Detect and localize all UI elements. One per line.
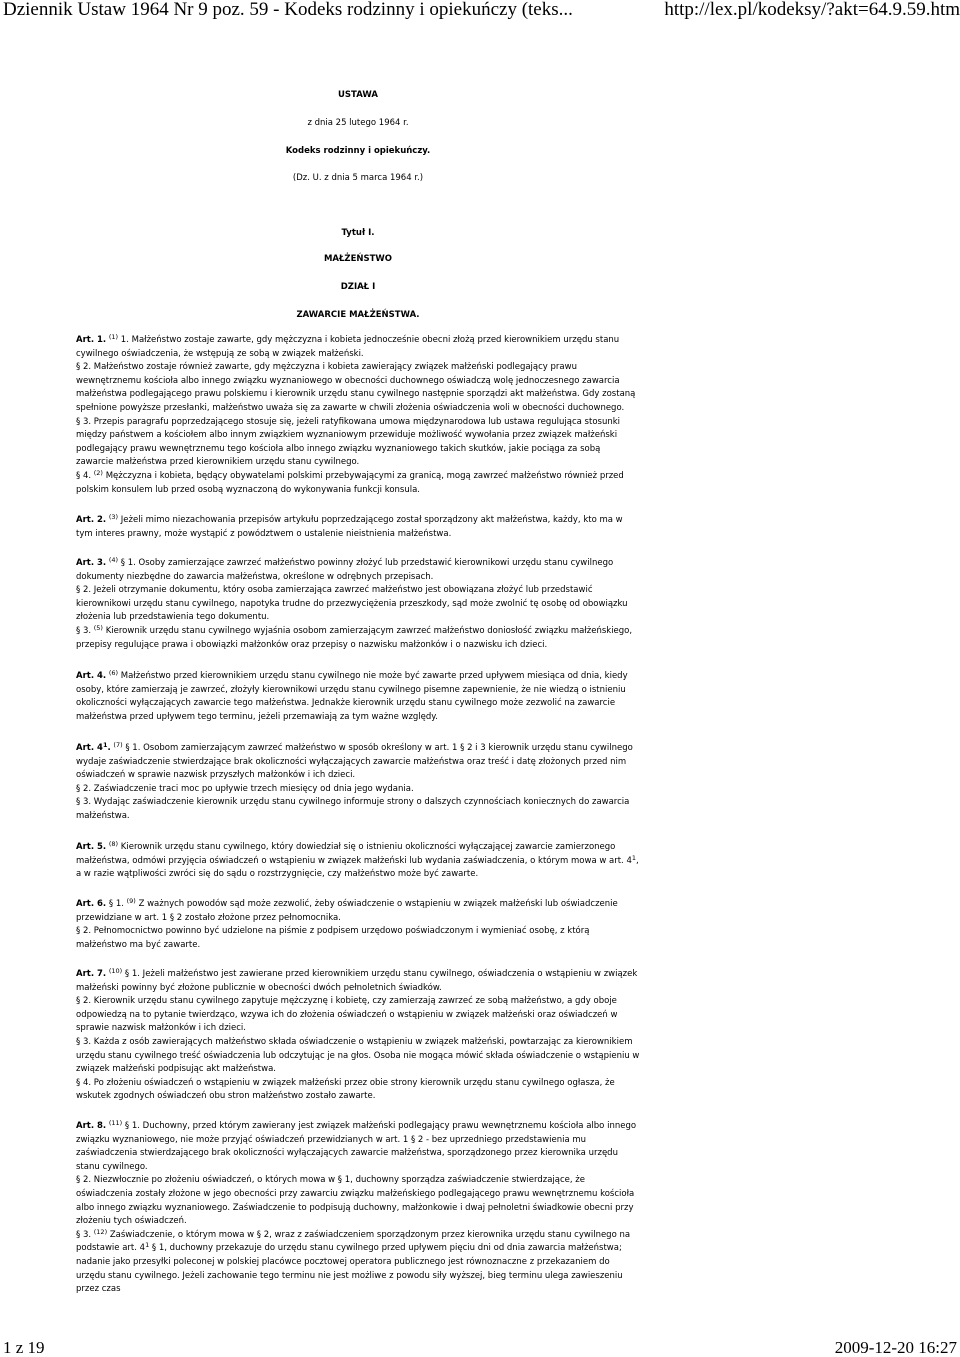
- article-label: Art. 6.: [76, 899, 107, 909]
- article-1: [76, 334, 640, 497]
- footnote-ref[interactable]: (11): [108, 1119, 123, 1127]
- paragraph-text: Mężczyzna i kobieta, będący obywatelami polskimi przebywającymi za granicą, mogą zawrzeć małżeństwo również przed polskim konsulem lub przed osobą wyznaczoną do wykonywania funkcji konsula.: [76, 470, 624, 495]
- paragraph-text: § 3. Wydając zaświadczenie kierownik urzędu stanu cywilnego informuje strony o dalszych czynnościach koniecznych do zawarcia małżeństwa.: [76, 797, 630, 821]
- paragraph-text: Kierownik urzędu stanu cywilnego, który dowiedział się o istnieniu okoliczności wyłączającej zawarcie zamierzonego małżeństwa, odmówi przyjęcia oświadczeń o wstąpieniu w związek małżeński lub wydania zaświadczenia, o którym mowa w art. 4: [76, 842, 632, 866]
- article-6: [76, 898, 640, 952]
- footnote-ref[interactable]: (4): [108, 556, 119, 564]
- article-label: Art. 1.: [76, 335, 107, 345]
- paragraph-text: Z ważnych powodów sąd może zezwolić, żeby oświadczenie o wstąpieniu w związek małżeński lub oświadczenie przewidziane w art. 1 § 2 zostało złożone przez pełnomocnika.: [76, 899, 618, 923]
- footnote-ref[interactable]: (5): [93, 623, 103, 632]
- paragraph-text: § 1. Jeżeli małżeństwo jest zawierane przed kierownikiem urzędu stanu cywilnego, oświadczenia o wstąpieniu w związek małżeński powinny być złożone publicznie w obecności dwóch pełnoletnich świadków.: [76, 969, 638, 993]
- title-heading: Tytuł I.: [341, 228, 375, 238]
- article-4-1: [76, 742, 640, 824]
- print-timestamp: 2009-12-20 16:27: [834, 1338, 957, 1357]
- footnote-ref[interactable]: (6): [108, 669, 119, 677]
- paragraph-text: § 1. Osobom zamierzającym zawrzeć małżeństwo w sposób określony w art. 1 § 2 i 3 kierownik urzędu stanu cywilnego wydaje zaświadczenie stwierdzające brak okoliczności wyłączających zawarcie małżeństwa oraz treść i datę złożonych przed nim oświadczeń w sprawie nazwisk przyszłych małżonków i ich dzieci.: [76, 743, 633, 781]
- article-2: [76, 514, 640, 541]
- paragraph-text: § 2. Pełnomocnictwo powinno być udzielone na piśmie z podpisem urzędowo poświadczonym i wymieniać osobę, z którą małżeństwo ma być zawarte.: [76, 926, 590, 950]
- footnote-ref[interactable]: (12): [93, 1227, 108, 1236]
- article-8: [76, 1120, 640, 1297]
- title-subject: MAŁŻEŃSTWO: [323, 254, 393, 264]
- page-counter: 1 z 19: [3, 1338, 45, 1357]
- paragraph-mark: 1.: [120, 335, 129, 345]
- article-label: Art. 7.: [76, 969, 107, 979]
- paragraph-text: § 1. Duchowny, przed którym zawierany jest związek małżeński podlegający prawu wewnętrznemu kościoła albo innego związku wyznaniowego, nie może przyjąć oświadczeń przewidzianych w art. 1 § 2 - bez uprzedniego przedstawienia mu zaświadczenia stwierdzającego brak okoliczności wyłączających zawarcie małżeństwa, sporządzonego przez kierownika urzędu stanu cywilnego.: [76, 1121, 637, 1172]
- print-header-url[interactable]: http://lex.pl/kodeksy/?akt=64.9.59.htm: [664, 0, 960, 20]
- paragraph-mark: § 4.: [76, 470, 92, 481]
- print-header-title: Dziennik Ustaw 1964 Nr 9 poz. 59 - Kodeks rodzinny i opiekuńczy (teks...: [3, 0, 573, 20]
- article-label: Art. 5.: [76, 842, 107, 852]
- paragraph-text: , a w razie wątpliwości zwróci się do sądu o rozstrzygnięcie, czy małżeństwo może być zawarte.: [76, 855, 639, 880]
- act-source: (Dz. U. z dnia 5 marca 1964 r.): [292, 173, 424, 183]
- article-4: [76, 670, 640, 724]
- paragraph-text: Jeżeli mimo niezachowania przepisów artykułu poprzedzającego został sporządzony akt małżeństwa, każdy, kto ma w tym interes prawny, może wystąpić z powództwem o ustalenie nieistnienia małżeństwa.: [76, 515, 623, 539]
- paragraph-text: § 3. Przepis paragrafu poprzedzającego stosuje się, jeżeli ratyfikowana umowa międzynarodowa lub ustawa regulująca stosunki między państwem a kościołem albo innym związkiem wyznaniowym przewiduje możliwość wywołania przez związek małżeński podlegający prawu wewnętrznemu tego kościoła albo innego związku wyznaniowego takich skutków, jakie pociąga za sobą zawarcie małżeństwa przed kierownikiem urzędu stanu cywilnego.: [76, 416, 621, 468]
- footnote-ref[interactable]: (1): [108, 333, 119, 341]
- footnote-ref[interactable]: (8): [108, 840, 119, 848]
- article-5: [76, 841, 640, 882]
- article-label-dot: .: [107, 743, 111, 753]
- footnote-ref[interactable]: (9): [126, 897, 136, 905]
- footnote-ref[interactable]: (7): [113, 741, 123, 749]
- article-label: [76, 743, 111, 753]
- print-header: [0, 0, 960, 20]
- paragraph-text: § 2. Zaświadczenie traci moc po upływie trzech miesięcy od dnia jego wydania.: [76, 783, 414, 794]
- paragraph-text: Małżeństwo przed kierownikiem urzędu stanu cywilnego nie może być zawarte przed upływem miesiąca od dnia, kiedy osoby, które zamierzają je zawrzeć, złożyły kierownikowi urzędu stanu cywilnego pisemne zapewnienie, że nie wiedzą o istnieniu okoliczności wyłączających zawarcie tego małżeństwa. Jednakże kierownik urzędu stanu cywilnego może zezwolić na zawarcie małżeństwa przed upływem tego terminu, jeżeli przemawiają za tym ważne względy.: [76, 671, 628, 722]
- paragraph-text: Zaświadczenie, o którym mowa w § 2, wraz z zaświadczeniem sporządzonym przez kierownika urzędu stanu cywilnego na podstawie art. 4: [76, 1229, 631, 1254]
- paragraph-text: § 4. Po złożeniu oświadczeń o wstąpieniu w związek małżeński przez obie strony kierownik urzędu stanu cywilnego ogłasza, że wskutek zgodnych oświadczeń obu stron małżeństwo zostało zawarte.: [76, 1077, 615, 1102]
- article-label: Art. 4.: [76, 671, 107, 681]
- article-label: Art. 3.: [76, 558, 107, 568]
- paragraph-mark: § 1.: [108, 899, 124, 909]
- article-superscript: 1: [145, 1241, 150, 1250]
- act-name: Kodeks rodzinny i opiekuńczy.: [285, 146, 431, 156]
- paragraph-text: § 2. Jeżeli otrzymanie dokumentu, który osoba zamierzająca zawrzeć małżeństwo jest obowiązana złożyć lub przedstawić kierownikowi urzędu stanu cywilnego, napotyka trudne do przezwyciężenia przeszkody, sąd może zwolnić tę osobę od obowiązku złożenia lub przedstawienia tego dokumentu.: [76, 585, 628, 623]
- article-label: Art. 2.: [76, 515, 107, 525]
- article-superscript: 1: [631, 853, 637, 862]
- paragraph-text: Małżeństwo zostaje zawarte, gdy mężczyzna i kobieta jednocześnie obecni złożą przed kierownikiem urzędu stanu cywilnego oświadczenia, że wstępują ze sobą w związek małżeński.: [76, 335, 620, 359]
- article-superscript: 1: [102, 741, 108, 749]
- paragraph-mark: § 3.: [76, 625, 92, 636]
- section-heading: DZIAŁ I: [340, 282, 376, 292]
- paragraph-text: § 1, duchowny przekazuje do urzędu stanu cywilnego przed upływem pięciu dni od dnia zawarcia małżeństwa; nadanie jako przesyłki poleconej w polskiej placówce pocztowej operatora publicznego jest równoznaczne z przekazaniem do urzędu stanu cywilnego. Jeżeli zachowanie tego terminu nie jest możliwe z powodu siły wyższej, bieg terminu ulega zawieszeniu przez czas: [76, 1243, 623, 1295]
- article-3: [76, 557, 640, 652]
- article-7: [76, 968, 640, 1104]
- section-subject: ZAWARCIE MAŁŻEŃSTWA.: [296, 310, 420, 320]
- footnote-ref[interactable]: (10): [108, 967, 123, 975]
- footnote-ref[interactable]: (2): [93, 468, 103, 477]
- act-type: USTAWA: [338, 90, 378, 100]
- article-label: Art. 8.: [76, 1121, 107, 1131]
- paragraph-text: § 2. Małżeństwo zostaje również zawarte, gdy mężczyzna i kobieta zawierający związek małżeński podlegający prawu wewnętrznemu kościoła albo innego związku wyznaniowego w obecności duchownego oświadczą wolę jednoczesnego zawarcia małżeństwa podlegającego prawu polskiemu i kierownik urzędu stanu cywilnego następnie sporządzi akt małżeństwa. Gdy zostaną spełnione powyższe przesłanki, małżeństwo uważa się za zawarte w chwili złożenia oświadczenia woli w obecności duchownego.: [76, 362, 636, 413]
- paragraph-text: § 1. Osoby zamierzające zawrzeć małżeństwo powinny złożyć lub przedstawić kierownikowi urzędu stanu cywilnego dokumenty niezbędne do zawarcia małżeństwa, określone w odrębnych przepisach.: [76, 558, 614, 582]
- paragraph-text: Kierownik urzędu stanu cywilnego wyjaśnia osobom zamierzającym zawrzeć małżeństwo doniosłość związku małżeńskiego, przepisy regulujące prawa i obowiązki małżonków oraz przepisy o nazwisku małżonków i o nazwisku ich dzieci.: [76, 625, 633, 650]
- paragraph-text: § 2. Niezwłocznie po złożeniu oświadczeń, o których mowa w § 1, duchowny sporządza zaświadczenie stwierdzające, że oświadczenia zostały złożone w jego obecności przy zawarciu związku małżeńskiego podlegającego prawu wewnętrznemu kościoła albo innego związku wyznaniowego. Zaświadczenie to podpisują duchowny, małżonkowie i dwaj pełnoletni świadkowie obecni przy złożeniu tych oświadczeń.: [76, 1175, 635, 1227]
- paragraph-mark: § 3.: [76, 1229, 92, 1240]
- paragraph-text: § 3. Każda z osób zawierających małżeństwo składa oświadczenie o wstąpieniu w związek małżeński, powtarzając za kierownikiem urzędu stanu cywilnego treść oświadczenia lub odczytując je na głos. Osoba nie mogąca mówić składa oświadczenie o wstąpieniu w związek małżeński podpisując akt małżeństwa.: [76, 1036, 640, 1075]
- footnote-ref[interactable]: (3): [108, 513, 119, 521]
- act-date: z dnia 25 lutego 1964 r.: [307, 118, 409, 128]
- paragraph-text: § 2. Kierownik urzędu stanu cywilnego zapytuje mężczyznę i kobietę, czy zamierzają zawrzeć ze sobą małżeństwo, a gdy oboje odpowiedzą na to pytanie twierdząco, wzywa ich do złożenia oświadczeń o wstąpieniu w związek małżeński oraz oświadczeń w sprawie nazwisk małżonków i ich dzieci.: [76, 996, 618, 1034]
- article-label-text: Art. 4: [76, 743, 103, 753]
- print-footer: [0, 1339, 960, 1357]
